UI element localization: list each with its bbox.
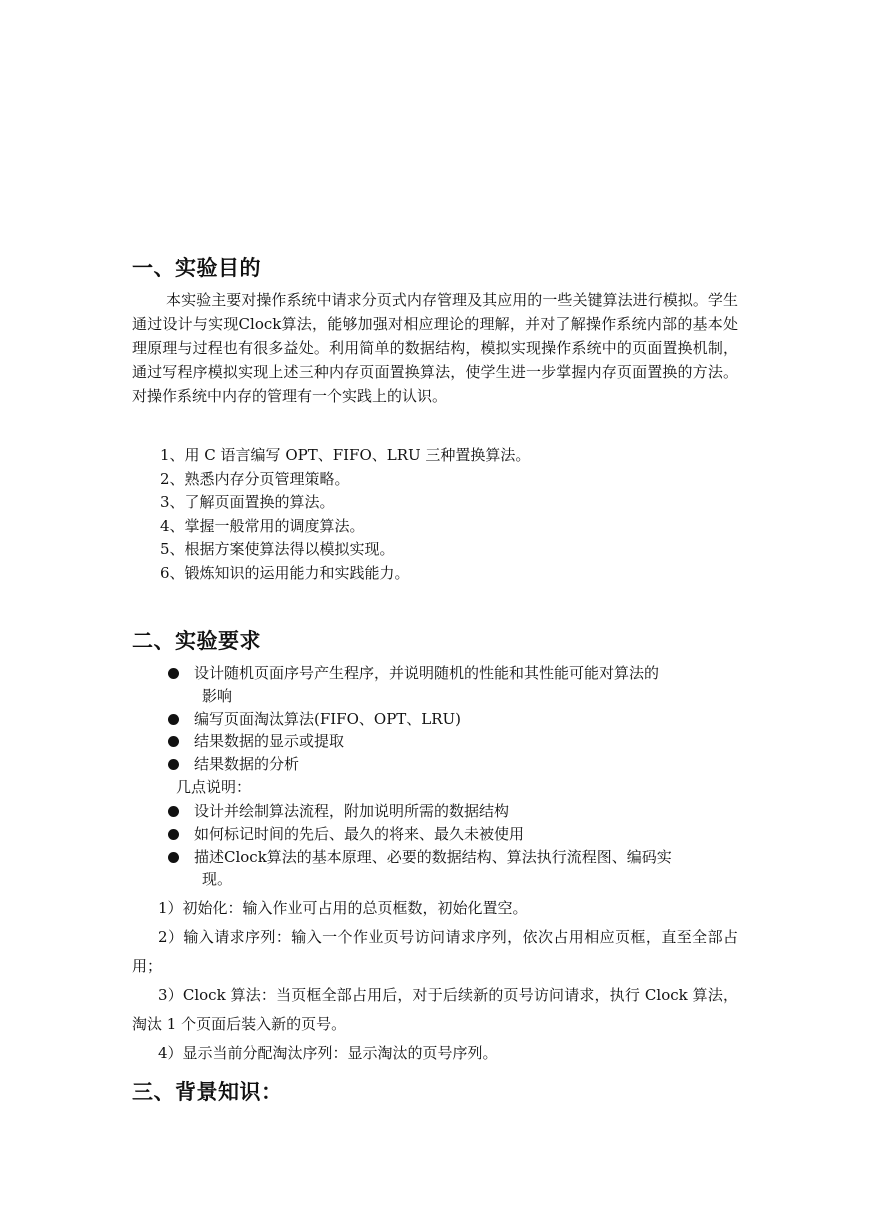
- bullet-item: [168, 823, 738, 846]
- objective-item: 3、了解页面置换的算法。: [160, 493, 335, 512]
- objective-item: 4、掌握一般常用的调度算法。: [160, 516, 365, 535]
- step-1: [132, 894, 738, 923]
- bullet-dot-icon: [168, 829, 179, 840]
- bullet-text: 如何标记时间的先后、最久的将来、最久未被使用: [194, 824, 525, 843]
- bullet-dot-icon: [168, 736, 179, 747]
- step-2: [132, 923, 738, 981]
- objectives-list: [160, 444, 530, 586]
- bullet-text: 设计随机页面序号产生程序，并说明随机的性能和其性能可能对算法的: [194, 664, 660, 682]
- bullet-item: [168, 662, 738, 708]
- intro-text: 本实验主要对操作系统中请求分页式内存管理及其应用的一些关键算法进行模拟。学生通过设计与实现Clock算法，能够加强对相应理论的理解，并对了解操作系统内部的基本处理原理与过程也有很多益处。利用简单的数据结构，模拟实现操作系统中的页面置换机制，通过写程序模拟实现上述三种内存页面置换算法，使学生进一步掌握内存页面置换的方法。对操作系统中内存的管理有一个实践上的认识。: [132, 291, 738, 405]
- bullet-dot-icon: [168, 759, 179, 770]
- bullet-text-continued: 现。: [202, 870, 233, 889]
- notes-list: [168, 800, 738, 891]
- bullet-item: [168, 846, 738, 892]
- section-1-intro: [132, 288, 738, 408]
- objective-item: 6、锻炼知识的运用能力和实践能力。: [160, 563, 410, 582]
- section-2-heading: 二、实验要求: [132, 629, 261, 653]
- objective-item: 1、用 C 语言编写 OPT、FIFO、LRU 三种置换算法。: [160, 446, 531, 464]
- bullet-dot-icon: [168, 714, 179, 725]
- step-text: 4）显示当前分配淘汰序列：显示淘汰的页号序列。: [158, 1044, 498, 1062]
- bullet-dot-icon: [168, 852, 179, 863]
- step-text: 3）Clock 算法：当页框全部占用后，对于后续新的页号访问请求，执行 Clock 算法，淘汰 1 个页面后装入新的页号。: [132, 986, 738, 1033]
- bullet-text: 设计并绘制算法流程，附加说明所需的数据结构: [194, 802, 510, 820]
- bullet-dot-icon: [168, 806, 179, 817]
- objective-item: 2、熟悉内存分页管理策略。: [160, 469, 350, 488]
- bullet-text: 编写页面淘汰算法(FIFO、OPT、LRU): [194, 709, 462, 728]
- bullet-text: 描述Clock算法的基本原理、必要的数据结构、算法执行流程图、编码实: [194, 847, 672, 866]
- bullet-item: [168, 800, 738, 823]
- step-4: [132, 1039, 738, 1068]
- bullet-text: 结果数据的显示或提取: [194, 732, 345, 751]
- bullet-item: [168, 708, 738, 731]
- bullet-item: [168, 753, 738, 776]
- requirements-list: [168, 662, 738, 776]
- step-3: [132, 981, 738, 1039]
- step-text: 2）输入请求序列：输入一个作业页号访问请求序列，依次占用相应页框，直至全部占用；: [132, 928, 738, 975]
- objective-item: 5、根据方案使算法得以模拟实现。: [160, 540, 395, 559]
- section-1-heading: 一、实验目的: [132, 256, 261, 280]
- bullet-dot-icon: [168, 668, 179, 679]
- bullet-item: [168, 730, 738, 753]
- bullet-text: 结果数据的分析: [194, 755, 300, 774]
- notes-label: 几点说明：: [176, 778, 252, 796]
- bullet-text-continued: 影响: [202, 686, 233, 705]
- section-3-heading: 三、背景知识：: [132, 1080, 283, 1104]
- step-text: 1）初始化：输入作业可占用的总页框数，初始化置空。: [158, 899, 528, 917]
